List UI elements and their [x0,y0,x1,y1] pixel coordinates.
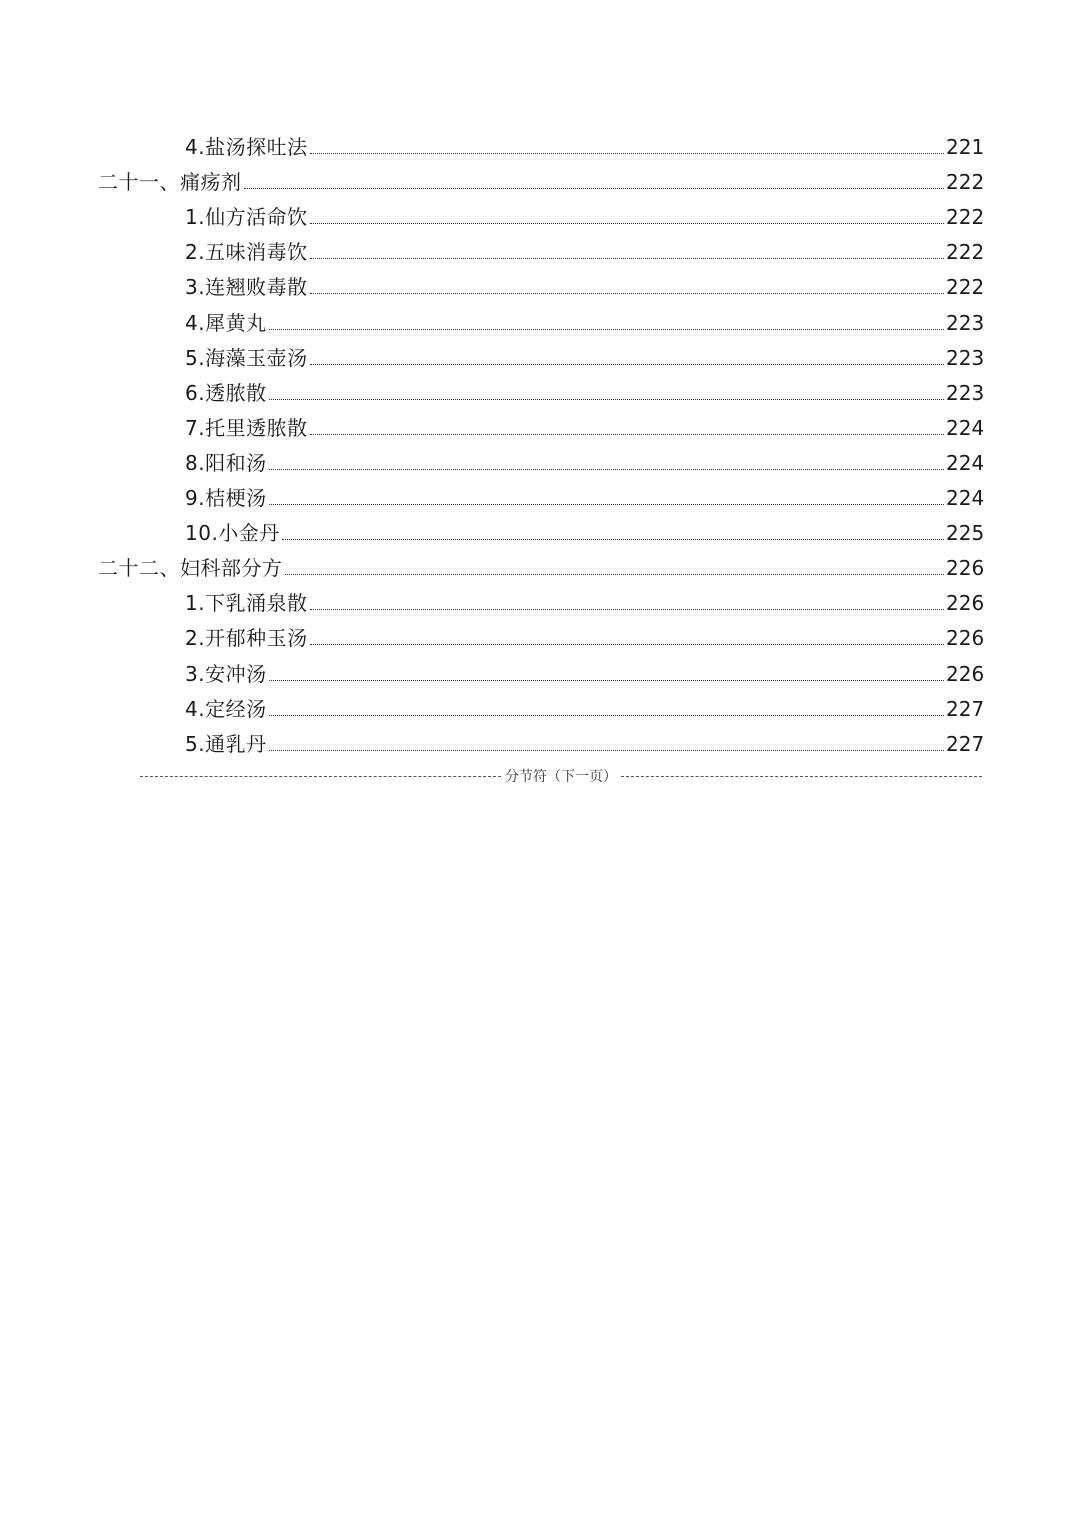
table-of-contents [0,126,1080,758]
toc-chapter-entry[interactable] [0,161,1080,196]
toc-page-number: 226 [946,591,985,616]
toc-entry-title: 6.透脓散 [185,380,267,405]
toc-page-number: 226 [946,626,985,651]
toc-entry[interactable] [0,337,1080,372]
toc-page-number: 227 [946,731,985,756]
toc-dot-leader [282,539,944,540]
toc-dot-leader [269,680,944,681]
toc-dot-leader [310,153,944,154]
toc-entry[interactable] [0,372,1080,407]
toc-page-number: 225 [946,521,985,546]
toc-entry[interactable] [0,196,1080,231]
toc-entry-title: 3.连翘败毒散 [185,275,308,300]
toc-page-number: 224 [946,486,985,511]
toc-entry[interactable] [0,301,1080,336]
toc-entry-title: 二十二、妇科部分方 [98,556,283,581]
toc-dot-leader [269,469,944,470]
toc-dot-leader [269,750,944,751]
toc-dot-leader [310,293,944,294]
toc-entry[interactable] [0,442,1080,477]
toc-entry-title: 2.五味消毒饮 [185,240,308,265]
toc-entry-title: 4.犀黄丸 [185,310,267,335]
toc-page-number: 226 [946,556,985,581]
toc-page-number: 223 [946,345,985,370]
section-break-label: 分节符（下一页） [505,769,617,785]
toc-dot-leader [310,258,944,259]
toc-entry[interactable] [0,407,1080,442]
toc-page-number: 227 [946,696,985,721]
toc-dot-leader [310,644,944,645]
toc-entry[interactable] [0,652,1080,687]
section-break-line-left [140,776,501,777]
toc-dot-leader [269,329,944,330]
toc-entry[interactable] [0,512,1080,547]
toc-dot-leader [310,364,944,365]
toc-entry-title: 5.海藻玉壶汤 [185,345,308,370]
toc-entry-title: 4.盐汤探吐法 [185,135,308,160]
toc-entry[interactable] [0,477,1080,512]
toc-dot-leader [310,223,944,224]
toc-entry[interactable] [0,126,1080,161]
toc-entry-title: 7.托里透脓散 [185,415,308,440]
toc-page-number: 222 [946,275,985,300]
toc-entry-title: 1.仙方活命饮 [185,205,308,230]
toc-entry[interactable] [0,723,1080,758]
toc-page-number: 222 [946,170,985,195]
toc-entry-title: 二十一、痛疡剂 [98,170,242,195]
toc-dot-leader [310,434,944,435]
toc-dot-leader [269,504,944,505]
toc-page-number: 222 [946,240,985,265]
toc-dot-leader [244,188,945,189]
toc-entry[interactable] [0,617,1080,652]
toc-dot-leader [269,715,944,716]
toc-chapter-entry[interactable] [0,547,1080,582]
toc-entry[interactable] [0,266,1080,301]
toc-entry-title: 4.定经汤 [185,696,267,721]
toc-page-number: 226 [946,661,985,686]
toc-entry[interactable] [0,688,1080,723]
toc-entry-title: 9.桔梗汤 [185,486,267,511]
toc-page-number: 224 [946,450,985,475]
toc-entry[interactable] [0,582,1080,617]
toc-entry[interactable] [0,231,1080,266]
toc-page-number: 223 [946,310,985,335]
toc-dot-leader [269,399,944,400]
toc-dot-leader [285,574,945,575]
toc-page-number: 224 [946,415,985,440]
toc-entry-title: 10.小金丹 [185,521,280,546]
toc-page-number: 222 [946,205,985,230]
toc-page-number: 223 [946,380,985,405]
toc-entry-title: 1.下乳涌泉散 [185,591,308,616]
toc-entry-title: 2.开郁种玉汤 [185,626,308,651]
section-break [140,766,982,786]
toc-entry-title: 3.安冲汤 [185,661,267,686]
toc-entry-title: 8.阳和汤 [185,450,267,475]
toc-dot-leader [310,609,944,610]
section-break-line-right [621,776,982,777]
toc-page-number: 221 [946,135,985,160]
toc-entry-title: 5.通乳丹 [185,731,267,756]
